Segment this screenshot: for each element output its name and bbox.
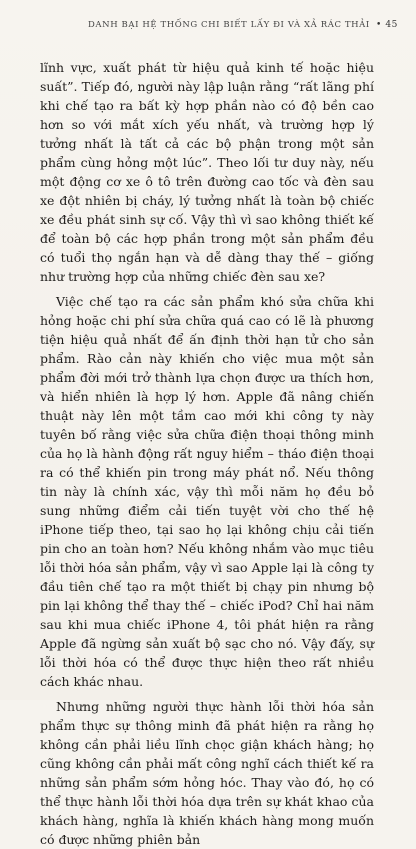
running-head-title: DANH BẠI HỆ THỐNG CHI BIẾT LẤY ĐI VÀ XẢ RÁC THẢI — [88, 20, 370, 30]
body-text — [40, 58, 374, 847]
page-number: • 45 — [375, 20, 398, 30]
paragraph-2: Việc chế tạo ra các sản phẩm khó sửa chữa khi hỏng hoặc chi phí sửa chữa quá cao có lẽ là phương tiện hiệu quả nhất để ấn định thời hạn tử cho sản phẩm. Rào cản này khiến cho việc mua một sản phẩm đời mới trở thành lựa chọn được ưa thích hơn, và hiển nhiên là hợp lý hơn. Apple đã nâng chiến thuật này lên một tầm cao mới khi công ty này tuyên bố rằng việc sửa chữa điện thoại thông minh của họ là hành động rất nguy hiểm – tháo điện thoại ra có thể khiến pin trong máy phát nổ. Nếu thông tin này là chính xác, vậy thì mỗi năm họ đều bỏ sung những điểm cải tiến tuyệt vời cho thế hệ iPhone tiếp theo, tại sao họ lại không chịu cải tiến pin cho an toàn hơn? Nếu không nhắm vào mục tiêu lỗi thời hóa sản phẩm, vậy vì sao Apple lại là công ty đầu tiên chế tạo ra một thiết bị chạy pin nhưng bộ pin lại không thể thay thế – chiếc iPod? Chỉ hai năm sau khi mua chiếc iPhone 4, tôi phát hiện ra rằng Apple đã ngừng sản xuất bộ sạc cho nó. Vậy đấy, sự lỗi thời hóa có thể được thực hiện theo rất nhiều cách khác nhau. — [40, 294, 374, 689]
paragraph-1: lĩnh vực, xuất phát từ hiệu quả kinh tế hoặc hiệu suất”. Tiếp đó, người này lập luận rằng “rất lãng phí khi chế tạo ra bất kỳ hợp phần nào có độ bền cao hơn so với mắt xích yếu nhất, và trường hợp lý tưởng nhất là tất cả các bộ phận trong một sản phẩm cùng hỏng một lúc”. Theo lối tư duy này, nếu một động cơ xe ô tô trên đường cao tốc và đèn sau xe đột nhiên bị cháy, lý tưởng nhất là toàn bộ chiếc xe đều phát sinh sự cố. Vậy thì vì sao không thiết kế để toàn bộ các hợp phần trong một sản phẩm đều có tuổi thọ ngắn hạn và dễ dàng thay thế – giống như trường hợp của những chiếc đèn sau xe? — [40, 60, 374, 284]
paragraph-3: Nhưng những người thực hành lỗi thời hóa sản phẩm thực sự thông minh đã phát hiện ra rằng họ không cần phải liều lĩnh chọc giận khách hàng; họ cũng không cần phải mất công nghĩ cách thiết kế ra những sản phẩm sớm hỏng hóc. Thay vào đó, họ có thể thực hành lỗi thời hóa dựa trên sự khát khao của khách hàng, nghĩa là khiến khách hàng mong muốn có được những phiên bản — [40, 699, 374, 847]
running-head — [88, 8, 398, 42]
